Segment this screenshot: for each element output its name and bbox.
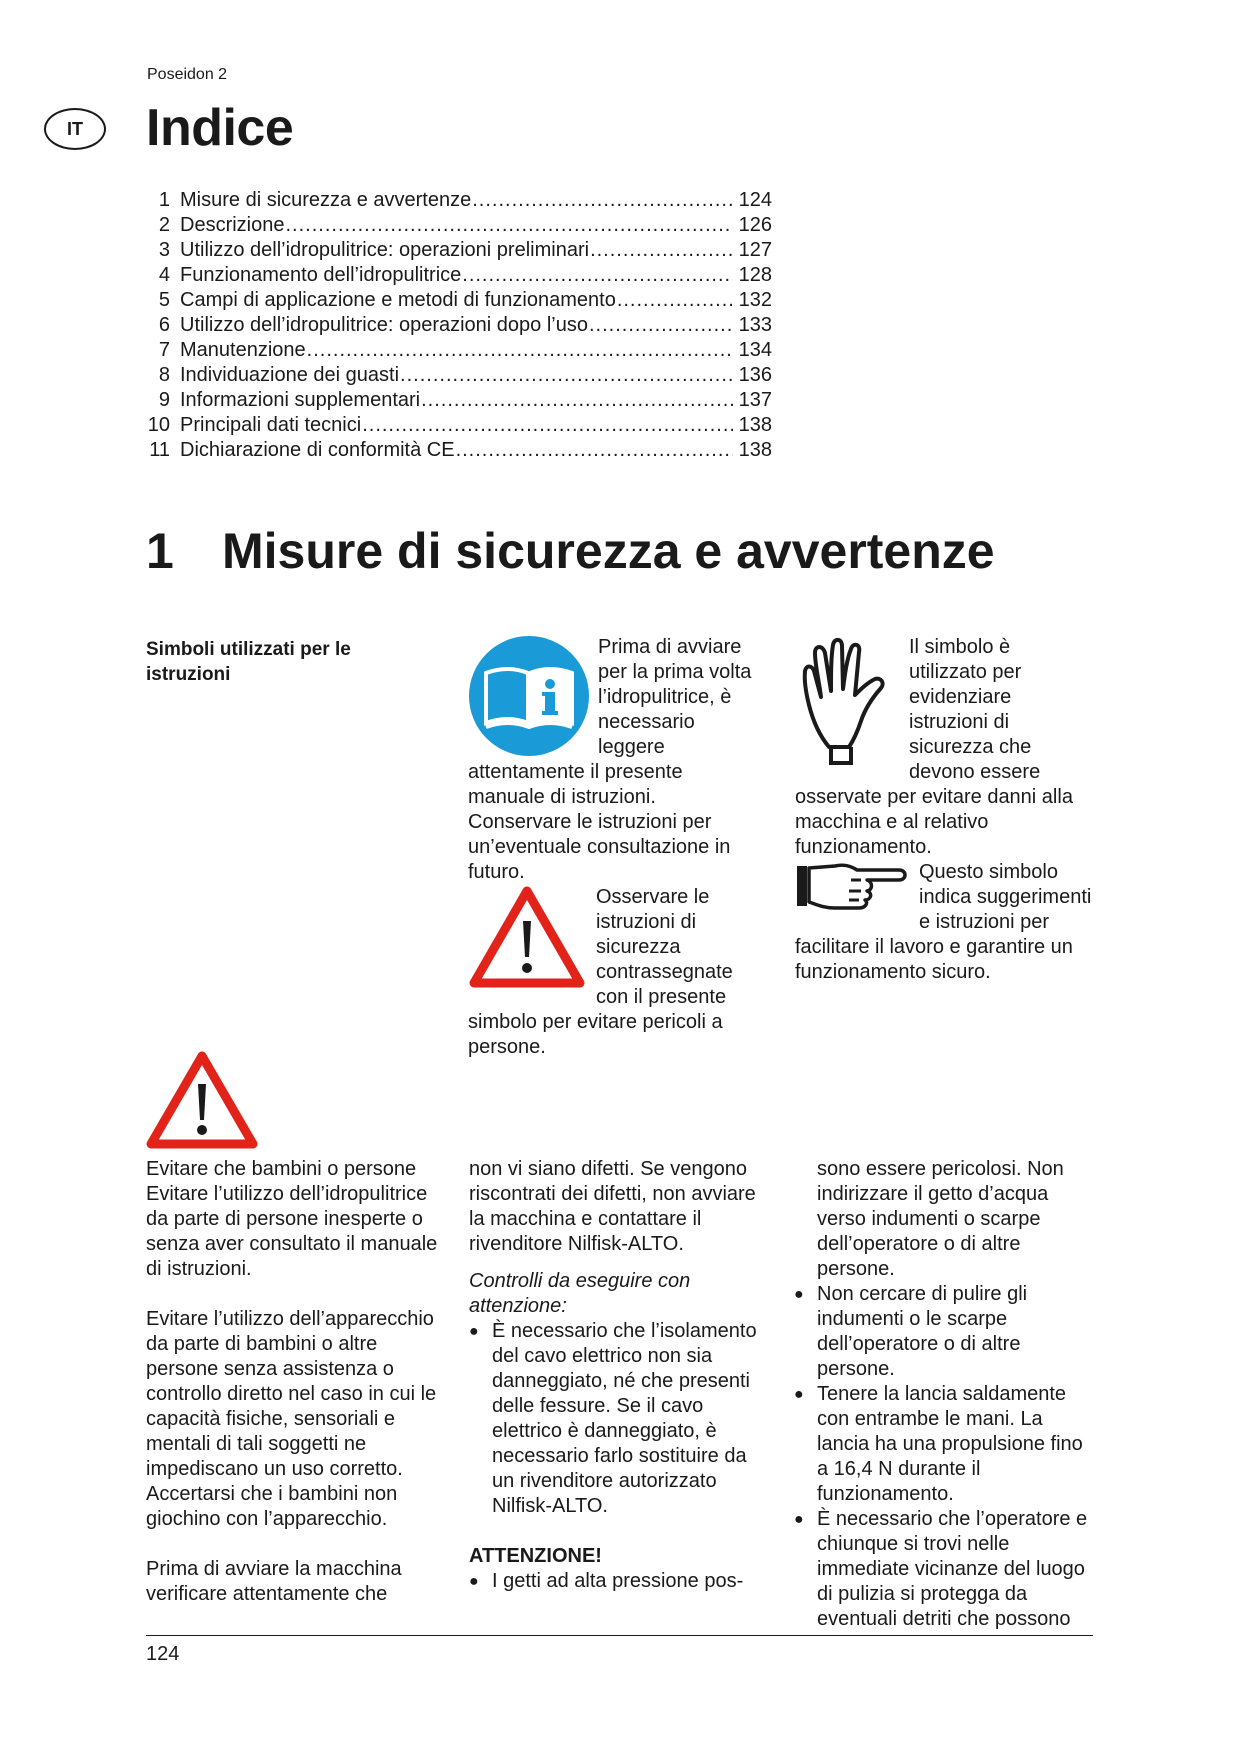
toc-leader-dots	[400, 363, 733, 388]
col2-bullet-1: ● È necessario che l’isolamento del cavo elettrico non sia danneggiato, né che presenti delle fessure. Se il cavo elettrico è danneggiato, è necessario farlo sostituire da un rivenditore autorizzato Nilfisk-ALTO.	[469, 1319, 769, 1519]
hand-symbol-block	[795, 635, 1093, 860]
toc-leader-dots	[590, 238, 733, 263]
toc-entry-number: 8	[158, 364, 170, 386]
toc-entry-page: 128	[738, 264, 772, 286]
toc-entry-page: 138	[738, 414, 772, 436]
toc-entry-page: 133	[738, 314, 772, 336]
toc-leader-dots	[462, 263, 733, 288]
toc-entry-title: Dichiarazione di conformità CE	[180, 439, 455, 461]
page-title: Indice	[146, 99, 294, 157]
col1-paragraph-3: Prima di avviare la macchina verificare attentamente che	[146, 1558, 402, 1605]
warning-symbol-block	[468, 885, 763, 1060]
section-title: Misure di sicurezza e avvertenze	[222, 523, 995, 579]
toc-entry	[140, 213, 772, 238]
toc-entry-number: 7	[158, 339, 170, 361]
page-number: 124	[146, 1643, 180, 1665]
toc-entry-number: 2	[158, 214, 170, 236]
column-2	[469, 1157, 769, 1594]
table-of-contents	[140, 188, 772, 463]
toc-entry-title: Individuazione dei guasti	[180, 364, 400, 386]
toc-leader-dots	[456, 438, 733, 463]
col2-italic-heading: Controlli da eseguire con attenzione:	[469, 1270, 691, 1317]
toc-entry-number: 10	[147, 414, 170, 436]
toc-entry-page: 138	[738, 439, 772, 461]
toc-entry-title: Manutenzione	[180, 339, 306, 361]
toc-leader-dots	[307, 338, 733, 363]
hand-symbol-text: Il simbolo è utilizzato per evidenziare istruzioni di sicurezza che devono essere osservate per evitare danni alla macchina e al relativo funzionamento.	[795, 636, 1073, 858]
toc-leader-dots	[472, 188, 733, 213]
toc-entry-number: 9	[158, 389, 170, 411]
toc-entry	[140, 188, 772, 213]
manual-book-icon	[468, 635, 590, 757]
stop-hand-icon	[801, 635, 901, 765]
toc-entry-title: Descrizione	[180, 214, 285, 236]
toc-entry-title: Funzionamento dell’idropulitrice	[180, 264, 462, 286]
book-symbol-block	[468, 635, 758, 885]
toc-entry	[140, 263, 772, 288]
col2-attention-heading: ATTENZIONE!	[469, 1545, 602, 1567]
toc-entry-page: 127	[738, 239, 772, 261]
pointing-symbol-text: Questo simbolo indica suggerimenti e istruzioni per facilitare il lavoro e garantire un funzionamento sicuro.	[795, 861, 1092, 983]
book-symbol-text: Prima di avviare per la prima volta l’idropulitrice, è necessario leggere attentamente il presente manuale di istruzioni. Conservare le istruzioni per un’eventuale consultazione in futuro.	[468, 636, 752, 883]
toc-entry	[140, 313, 772, 338]
toc-leader-dots	[421, 388, 733, 413]
toc-entry	[140, 388, 772, 413]
col2-bullet-2: ● I getti ad alta pressione pos-	[469, 1569, 769, 1594]
symbols-subheading: Simboli utilizzati per le istruzioni	[146, 639, 351, 685]
col3-bullet-2: ● Tenere la lancia saldamente con entrambe le mani. La lancia ha una propulsione fino a 16,4 N durante il funzionamento.	[794, 1382, 1094, 1507]
section-number: 1	[146, 523, 174, 579]
pointing-symbol-block	[795, 860, 1093, 985]
column-3	[794, 1157, 1094, 1632]
col3-bullet-3: ● È necessario che l’operatore e chiunque si trovi nelle immediate vicinanze del luogo di pulizia si protegga da eventuali detriti che possono	[794, 1507, 1094, 1632]
toc-entry-title: Campi di applicazione e metodi di funzionamento	[180, 289, 616, 311]
toc-entry-title: Utilizzo dell’idropulitrice: operazioni dopo l’uso	[180, 314, 588, 336]
large-warning-triangle-icon	[145, 1050, 259, 1150]
toc-entry-number: 6	[158, 314, 170, 336]
col3-paragraph-1: sono essere pericolosi. Non indirizzare il getto d’acqua verso indumenti o scarpe dell’operatore o di altre persone.	[817, 1158, 1064, 1280]
warning-symbol-text: Osservare le istruzioni di sicurezza contrassegnate con il presente simbolo per evitare pericoli a persone.	[468, 886, 733, 1058]
toc-entry-page: 132	[738, 289, 772, 311]
toc-leader-dots	[285, 213, 733, 238]
toc-entry	[140, 238, 772, 263]
toc-leader-dots	[362, 413, 733, 438]
col2-paragraph-1: non vi siano difetti. Se vengono riscontrati dei difetti, non avviare la macchina e contattare il rivenditore Nilfisk-ALTO.	[469, 1158, 756, 1255]
toc-entry-number: 11	[149, 439, 170, 461]
section-heading	[146, 522, 995, 580]
col1-paragraph-2: Evitare l’utilizzo dell’apparecchio da parte di bambini o altre persone senza assistenza o controllo diretto nel caso in cui le capacità fisiche, sensoriali e mentali di tali soggetti ne impediscano un uso corretto. Accertarsi che i bambini non giochino con l’apparecchio.	[146, 1308, 437, 1530]
toc-entry-title: Misure di sicurezza e avvertenze	[180, 189, 472, 211]
footer-rule	[146, 1635, 1093, 1636]
column-1	[146, 1157, 446, 1607]
toc-entry-number: 5	[158, 289, 170, 311]
toc-entry-page: 134	[738, 339, 772, 361]
language-badge: IT	[44, 108, 106, 150]
toc-entry-number: 1	[158, 189, 170, 211]
toc-entry	[140, 338, 772, 363]
toc-entry-number: 4	[158, 264, 170, 286]
toc-entry-title: Utilizzo dell’idropulitrice: operazioni preliminari	[180, 239, 590, 261]
toc-leader-dots	[617, 288, 733, 313]
document-label: Poseidon 2	[147, 66, 228, 83]
toc-entry	[140, 413, 772, 438]
toc-entry-page: 137	[738, 389, 772, 411]
col1-paragraph-1: Evitare che bambini o persone Evitare l’utilizzo dell’idropulitrice da parte di persone inesperte o senza aver consultato il manuale di istruzioni.	[146, 1158, 438, 1280]
toc-entry	[140, 288, 772, 313]
pointing-hand-icon	[795, 860, 909, 912]
toc-entry-number: 3	[158, 239, 170, 261]
toc-entry-title: Informazioni supplementari	[180, 389, 421, 411]
toc-entry-title: Principali dati tecnici	[180, 414, 362, 436]
toc-entry	[140, 438, 772, 463]
toc-entry	[140, 363, 772, 388]
toc-entry-page: 136	[738, 364, 772, 386]
toc-entry-page: 124	[738, 189, 772, 211]
toc-entry-page: 126	[738, 214, 772, 236]
toc-leader-dots	[589, 313, 733, 338]
col3-bullet-1: ● Non cercare di pulire gli indumenti o le scarpe dell’operatore o di altre persone.	[794, 1282, 1094, 1382]
warning-triangle-icon	[468, 885, 586, 989]
